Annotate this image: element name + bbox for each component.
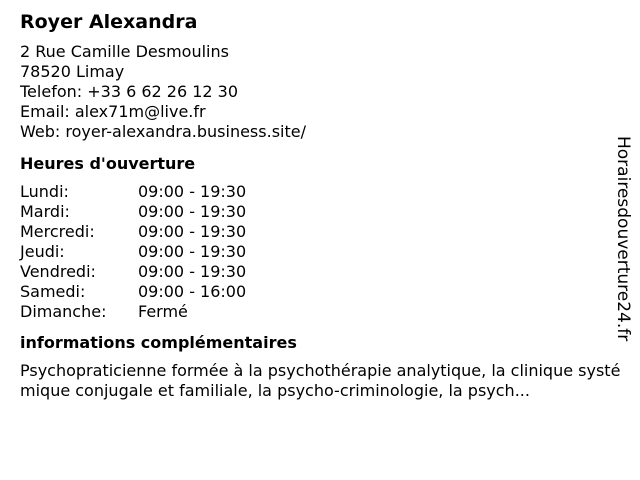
- email-line: Email: alex71m@live.fr: [20, 102, 206, 121]
- hours-row-sunday: [20, 302, 620, 322]
- phone-line: Telefon: +33 6 62 26 12 30: [20, 82, 239, 101]
- hours-row-monday: [20, 182, 620, 202]
- time-value: 09:00 - 19:30: [138, 202, 247, 221]
- day-label: Dimanche:: [20, 302, 107, 321]
- hours-row-friday: [20, 262, 620, 282]
- day-label: Mercredi:: [20, 222, 95, 241]
- time-value: 09:00 - 16:00: [138, 282, 247, 301]
- business-card: [20, 10, 620, 401]
- street-address: 2 Rue Camille Desmoulins: [20, 42, 229, 61]
- hours-row-tuesday: [20, 202, 620, 222]
- day-label: Jeudi:: [20, 242, 65, 261]
- time-value: 09:00 - 19:30: [138, 222, 247, 241]
- hours-row-wednesday: [20, 222, 620, 242]
- web-line: Web: royer-alexandra.business.site/: [20, 122, 306, 141]
- info-description: Psychopraticienne formée à la psychothérapie analytique, la clinique systémique conjugale et familiale, la psycho-criminologie, la psych...: [20, 361, 621, 400]
- business-name: Royer Alexandra: [20, 11, 198, 33]
- day-label: Lundi:: [20, 182, 69, 201]
- watermark-text: Horairesdouverture24.fr: [613, 136, 633, 342]
- city-address: 78520 Limay: [20, 62, 125, 81]
- day-label: Samedi:: [20, 282, 86, 301]
- hours-row-saturday: [20, 282, 620, 302]
- day-label: Mardi:: [20, 202, 70, 221]
- day-label: Vendredi:: [20, 262, 96, 281]
- hours-table: [20, 182, 620, 322]
- time-value: 09:00 - 19:30: [138, 242, 247, 261]
- hours-row-thursday: [20, 242, 620, 262]
- time-value: 09:00 - 19:30: [138, 182, 247, 201]
- time-value: Fermé: [138, 302, 188, 321]
- contact-block: [20, 42, 620, 142]
- time-value: 09:00 - 19:30: [138, 262, 247, 281]
- info-title: informations complémentaires: [20, 333, 297, 352]
- hours-title: Heures d'ouverture: [20, 154, 196, 173]
